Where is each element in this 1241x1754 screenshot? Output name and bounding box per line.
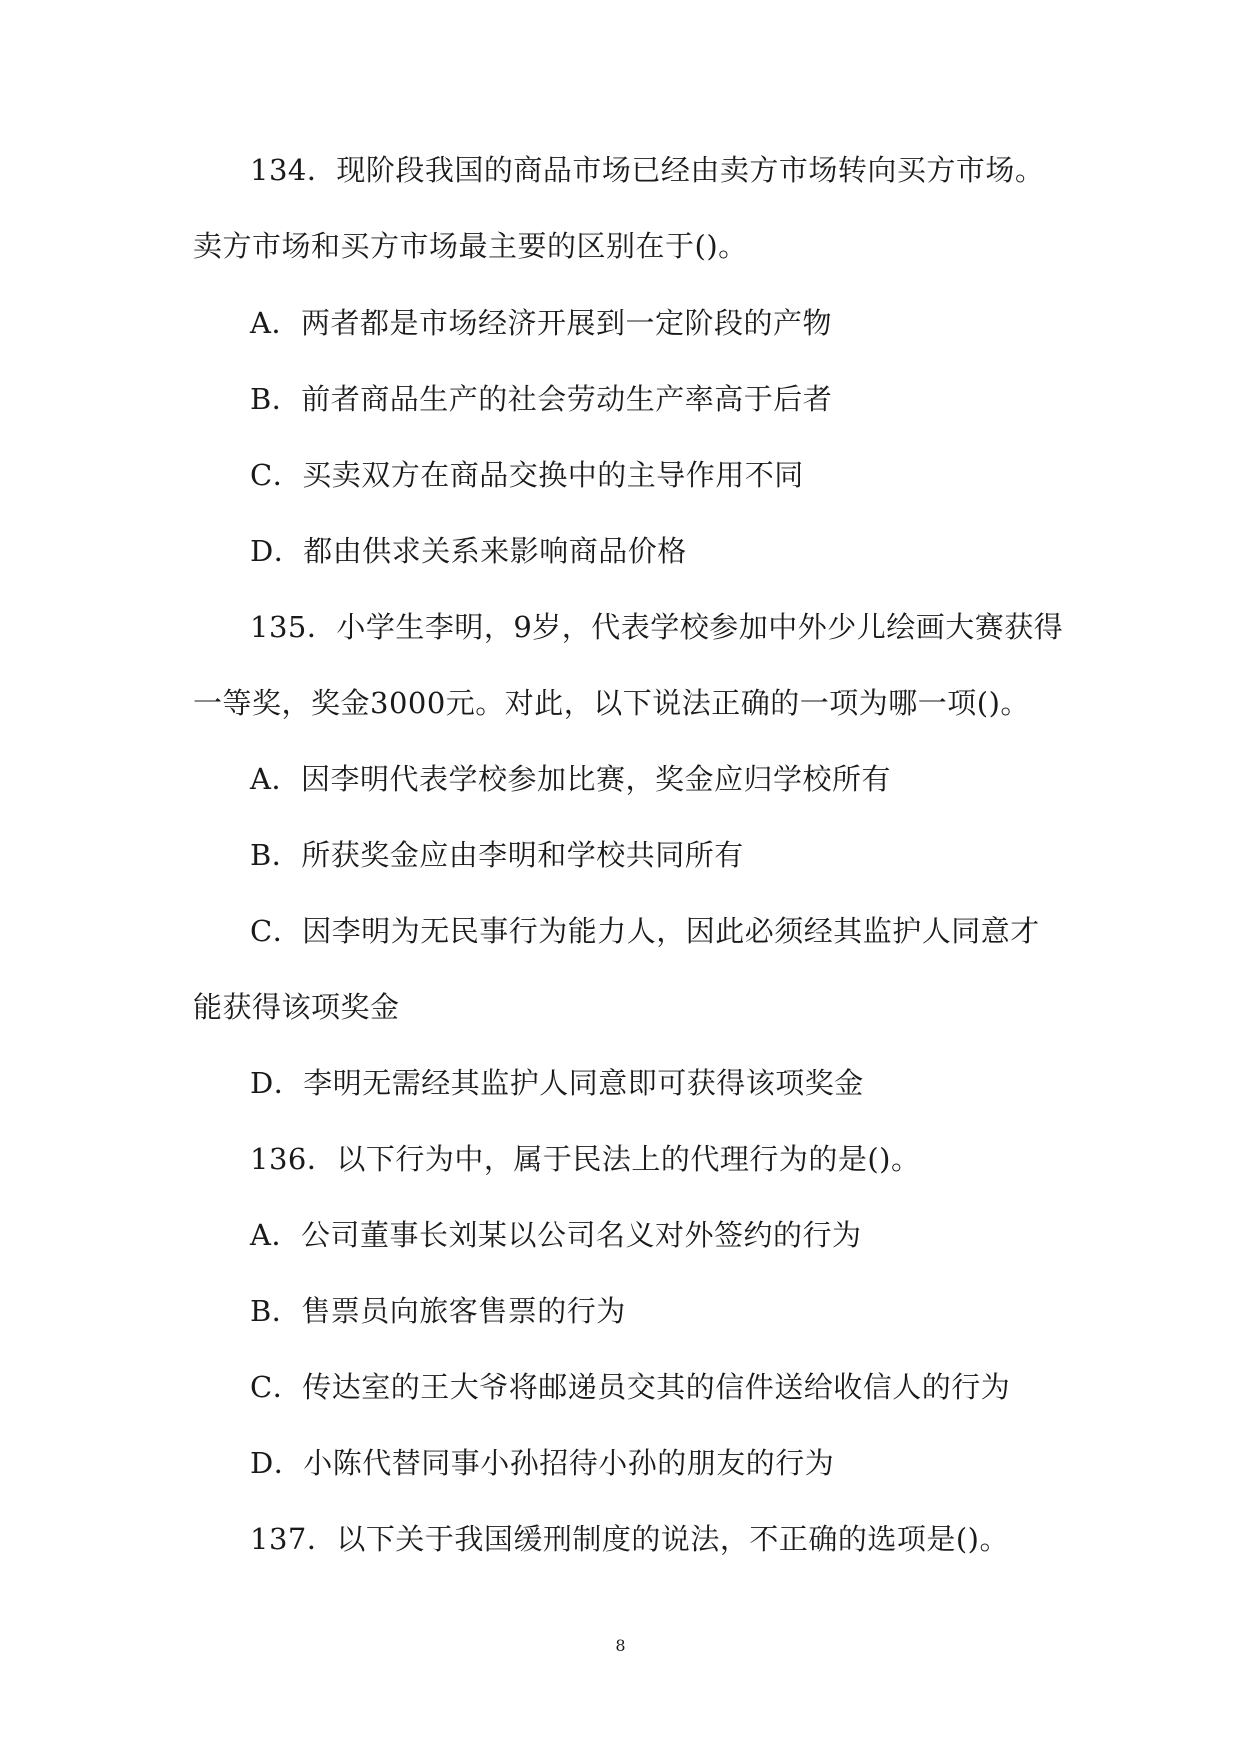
question-136-option-a: A．公司董事长刘某以公司名义对外签约的行为 [250,1218,862,1252]
question-134-stem-line-2: 卖方市场和买方市场最主要的区别在于()。 [193,229,748,263]
question-136-option-b: B．售票员向旅客售票的行为 [250,1294,626,1328]
question-135-option-d: D．李明无需经其监护人同意即可获得该项奖金 [250,1066,864,1100]
question-135-option-c-line-2: 能获得该项奖金 [193,990,400,1024]
question-134-stem-line-1: 134．现阶段我国的商品市场已经由卖方市场转向买方市场。 [250,153,1045,187]
question-135-stem-line-2: 一等奖，奖金3000元。对此，以下说法正确的一项为哪一项()。 [193,686,1030,720]
question-135-option-c-line-1: C．因李明为无民事行为能力人，因此必须经其监护人同意才 [250,914,1040,948]
question-135-option-a: A．因李明代表学校参加比赛，奖金应归学校所有 [250,762,891,796]
question-137-stem: 137．以下关于我国缓刑制度的说法，不正确的选项是()。 [250,1522,1009,1556]
question-134-option-a: A．两者都是市场经济开展到一定阶段的产物 [250,306,832,340]
question-135-stem-line-1: 135．小学生李明，9岁，代表学校参加中外少儿绘画大赛获得 [250,610,1064,644]
question-134-option-b: B．前者商品生产的社会劳动生产率高于后者 [250,382,833,416]
question-135-option-b: B．所获奖金应由李明和学校共同所有 [250,838,744,872]
question-136-option-d: D．小陈代替同事小孙招待小孙的朋友的行为 [250,1446,835,1480]
question-136-stem: 136．以下行为中，属于民法上的代理行为的是()。 [250,1142,921,1176]
page-number: 8 [615,1636,626,1655]
question-134-option-c: C．买卖双方在商品交换中的主导作用不同 [250,458,804,492]
question-136-option-c: C．传达室的王大爷将邮递员交其的信件送给收信人的行为 [250,1370,1011,1404]
question-134-option-d: D．都由供求关系来影响商品价格 [250,534,687,568]
